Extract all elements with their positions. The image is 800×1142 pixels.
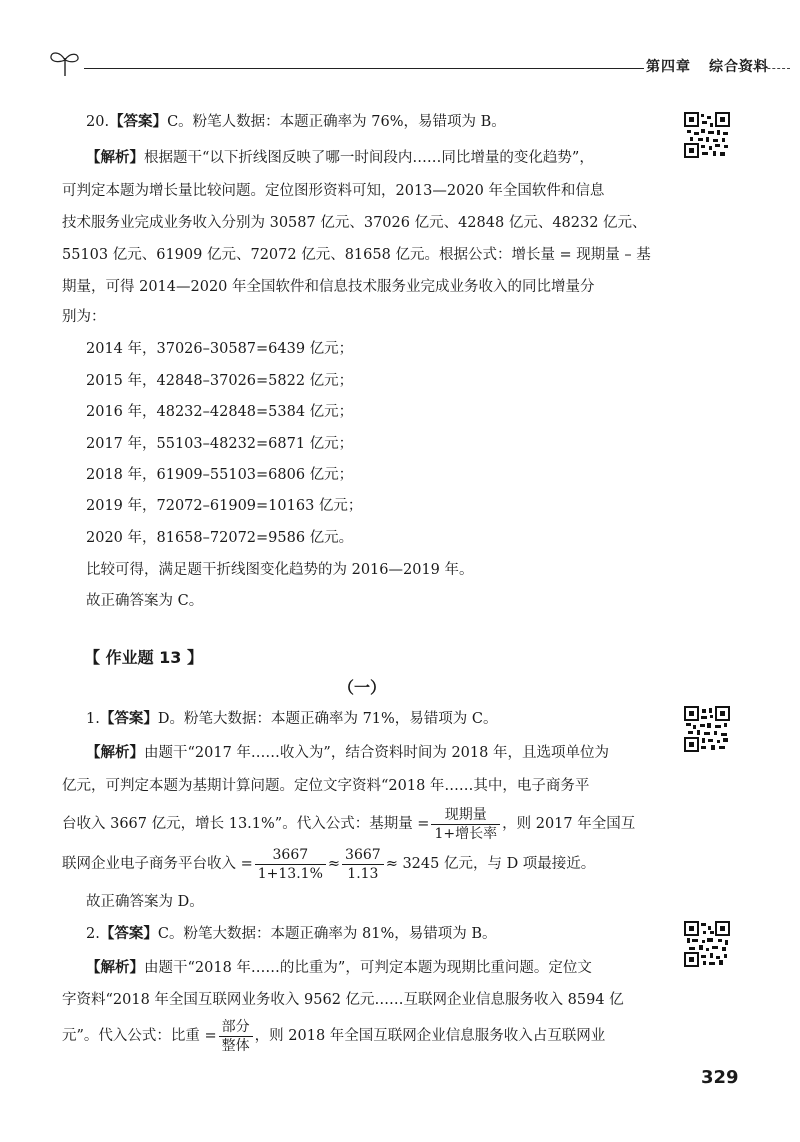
calc-line: 2020 年，81658–72072=9586 亿元。 [86,530,354,546]
chapter-label: 第四章 [646,59,691,75]
calc-line: 2019 年，72072–61909=10163 亿元； [86,498,363,514]
sprout-icon [48,48,82,78]
chapter-title [646,56,769,76]
calc-fraction: $\frac{3667}{1+13.1\%}$ [255,846,326,883]
section-heading: 【 作业题 13 】 [84,648,203,667]
q2-analysis-line: 【解析】由题干“2018 年……的比重为”，可判定本题为现期比重问题。定位文 [86,960,592,976]
q20-compare: 比较可得，满足题干折线图变化趋势的为 2016—2019 年。 [86,562,474,578]
q20-analysis-line: 可判定本题为增长量比较问题。定位图形资料可知，2013—2020 年全国软件和信息 [62,183,605,199]
header-rule [84,68,644,69]
q1-calc-line: 联网企业电子商务平台收入 = $\frac{3667}{1+13.1\%}$ ≈ $\frac{3667}{1.13}$ ≈ 3245 亿元，与 D 项最接近。 [62,846,596,882]
q20-conclusion: 故正确答案为 C。 [86,593,204,609]
q20-analysis-line: 期量，可得 2014—2020 年全国软件和信息技术服务业完成业务收入的同比增量分 [62,279,595,295]
q2-formula-line: 元”。代入公式：比重 = $\frac{\text{部分}}{\text{整体}}$ ，则 2018 年全国互联网企业信息服务收入占互联网业 [62,1018,606,1054]
q20-answer: 20.【答案】C。粉笔人数据：本题正确率为 76%，易错项为 B。 [86,114,506,130]
q20-analysis-line: 技术服务业完成业务收入分别为 30587 亿元、37026 亿元、42848 亿元、48232 亿元、 [62,215,647,231]
calc-line: 2018 年，61909–55103=6806 亿元； [86,467,354,483]
q2-analysis-line: 字资料“2018 年全国互联网业务收入 9562 亿元……互联网企业信息服务收入 8594 亿 [62,992,624,1008]
qr-code-icon[interactable] [684,112,730,158]
section-label: 综合资料 [709,59,769,75]
calc-line: 2017 年，55103–48232=6871 亿元； [86,436,354,452]
q20-analysis-line: 【解析】根据题干“以下折线图反映了哪一时间段内……同比增量的变化趋势”， [86,150,594,166]
q20-analysis-line: 55103 亿元、61909 亿元、72072 亿元、81658 亿元。根据公式：增长量 = 现期量 – 基 [62,247,651,263]
q1-analysis-line: 亿元，可判定本题为基期计算问题。定位文字资料“2018 年……其中，电子商务平 [62,778,590,794]
q1-conclusion: 故正确答案为 D。 [86,894,204,910]
q1-answer: 1.【答案】D。粉笔大数据：本题正确率为 71%，易错项为 C。 [86,711,498,727]
calc-fraction: $\frac{3667}{1.13}$ [342,846,384,883]
ratio-fraction: $\frac{\text{部分}}{\text{整体}}$ [219,1018,253,1055]
calc-line: 2016 年，48232–42848=5384 亿元； [86,404,354,420]
q2-answer: 2.【答案】C。粉笔大数据：本题正确率为 81%，易错项为 B。 [86,926,497,942]
calc-line: 2014 年，37026–30587=6439 亿元； [86,341,354,357]
qr-code-icon[interactable] [684,921,730,967]
qr-code-icon[interactable] [684,706,730,752]
formula-fraction: $\frac{\text{现期量}}{\text{1+增长率}}$ [431,806,500,843]
q20-analysis-line: 别为： [62,309,106,325]
page-header [48,48,788,78]
header-dots [738,68,790,69]
q1-analysis-line: 【解析】由题干“2017 年……收入为”，结合资料时间为 2018 年，且选项单位为 [86,745,609,761]
page-number: 329 [701,1067,739,1088]
part-heading: （一） [338,678,387,697]
calc-line: 2015 年，42848–37026=5822 亿元； [86,373,354,389]
q1-formula-line: 台收入 3667 亿元，增长 13.1%”。代入公式：基期量 = $\frac{\text{现期量}}{\text{1+增长率}}$ ，则 2017 年全国互 [62,806,636,842]
